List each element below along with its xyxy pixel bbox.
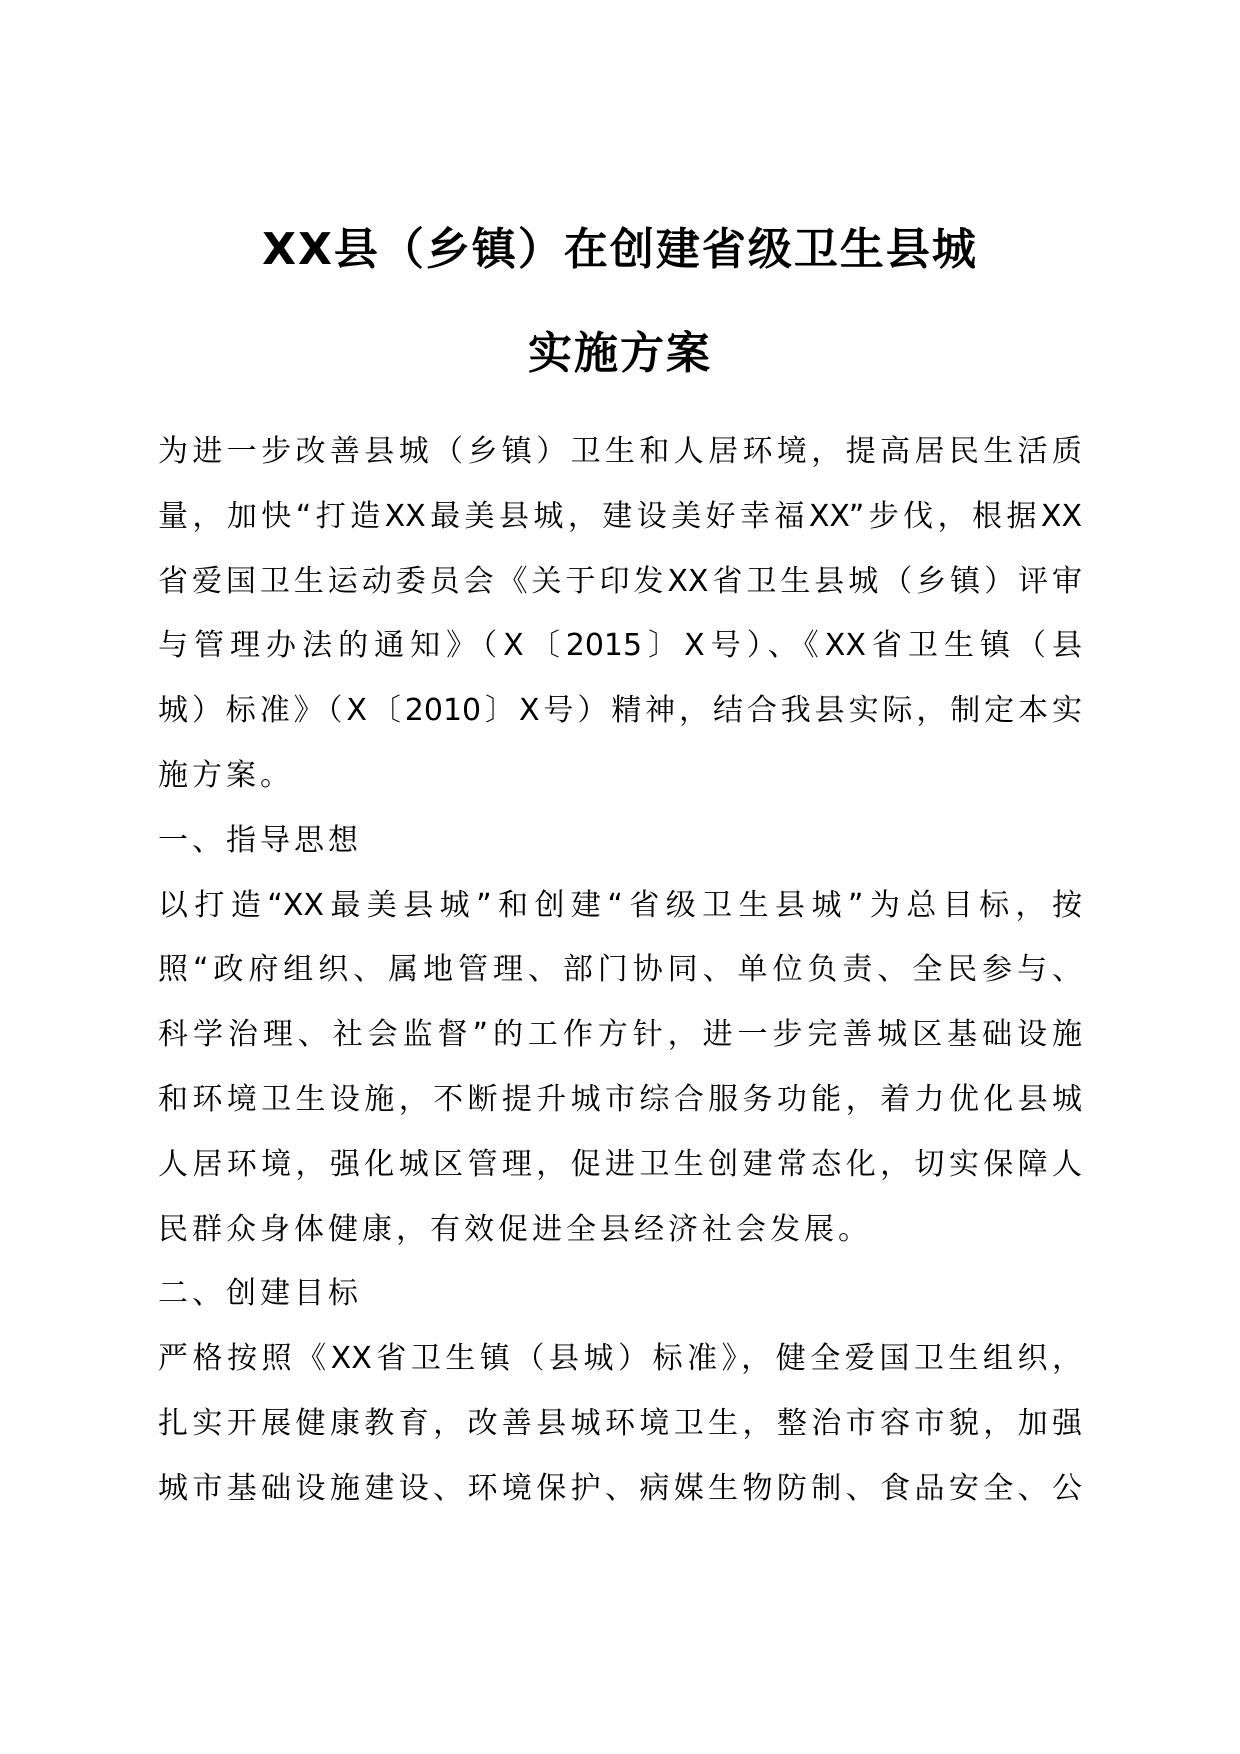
body-line: 量，加快“打造XX最美县城，建设美好幸福XX”步伐，根据XX <box>158 498 1082 534</box>
body-line: 以打造“XX最美县城”和创建“省级卫生县城”为总目标，按 <box>158 887 1082 923</box>
document-subtitle: 实施方案 <box>528 328 712 379</box>
body-line: 城）标准》（X〔2010〕X号）精神，结合我县实际，制定本实 <box>158 693 1082 729</box>
body-line: 施方案。 <box>158 757 294 793</box>
document-title: XX县（乡镇）在创建省级卫生县城 <box>262 224 978 275</box>
body-line: 照“政府组织、属地管理、部门协同、单位负责、全民参与、 <box>158 952 1082 988</box>
document-body <box>158 420 1082 1522</box>
body-line: 与管理办法的通知》（X〔2015〕X号）、《XX省卫生镇（县 <box>158 628 1082 664</box>
section-heading: 二、创建目标 <box>158 1276 362 1312</box>
body-line: 民群众身体健康，有效促进全县经济社会发展。 <box>158 1211 872 1247</box>
body-line: 科学治理、社会监督”的工作方针，进一步完善城区基础设施 <box>158 1017 1082 1053</box>
body-line: 为进一步改善县城（乡镇）卫生和人居环境，提高居民生活质 <box>158 434 1082 469</box>
section-heading: 一、指导思想 <box>158 822 362 858</box>
body-line: 严格按照《XX省卫生镇（县城）标准》，健全爱国卫生组织， <box>158 1341 1082 1377</box>
body-line: 人居环境，强化城区管理，促进卫生创建常态化，切实保障人 <box>158 1146 1082 1182</box>
body-line: 和环境卫生设施，不断提升城市综合服务功能，着力优化县城 <box>158 1081 1082 1117</box>
body-line: 扎实开展健康教育，改善县城环境卫生，整治市容市貌，加强 <box>158 1405 1082 1441</box>
body-line: 省爱国卫生运动委员会《关于印发XX省卫生县城（乡镇）评审 <box>158 563 1082 599</box>
body-line: 城市基础设施建设、环境保护、病媒生物防制、食品安全、公 <box>158 1470 1082 1506</box>
